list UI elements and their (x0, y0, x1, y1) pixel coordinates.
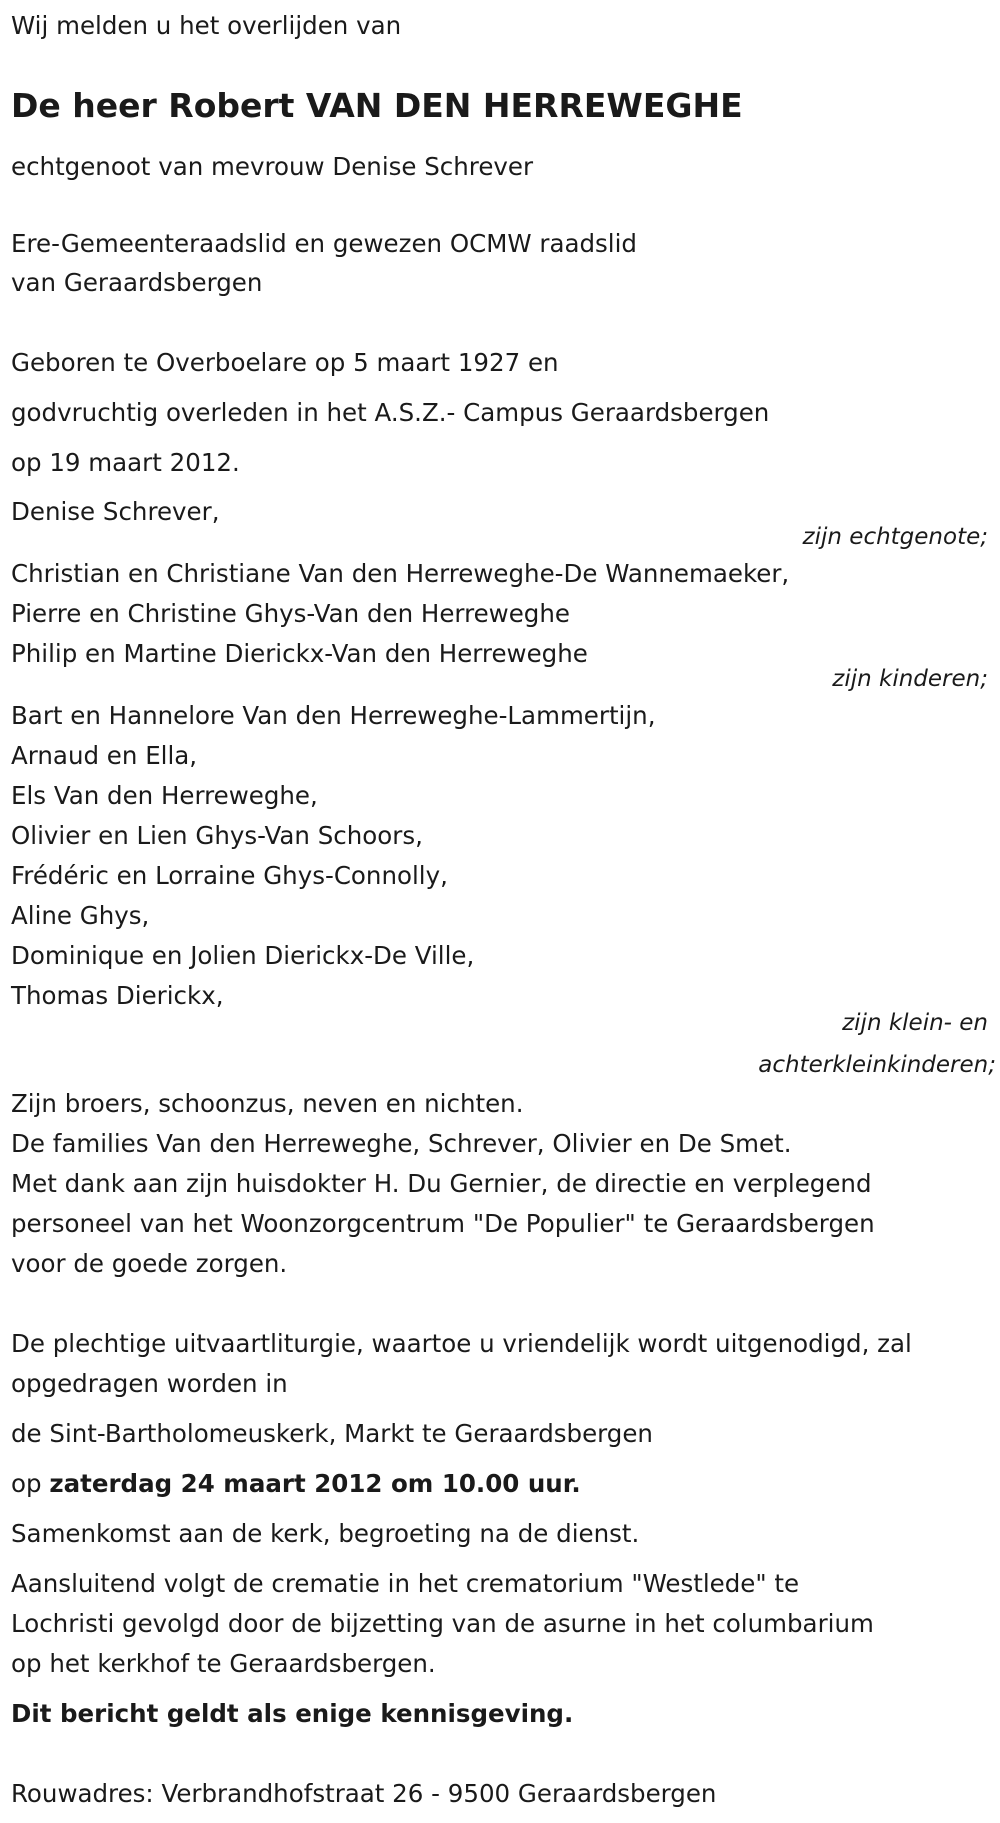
grandchild-line-5: Frédéric en Lorraine Ghys-Connolly, (11, 861, 448, 890)
address-line: Rouwadres: Verbrandhofstraat 26 - 9500 Geraardsbergen (11, 1779, 717, 1808)
cremation-line-1: Aansluitend volgt de crematie in het crematorium "Westlede" te (11, 1569, 800, 1598)
child-line-2: Pierre en Christine Ghys-Van den Herreweghe (11, 599, 570, 628)
invite-line-1: De plechtige uitvaartliturgie, waartoe u vriendelijk wordt uitgenodigd, zal (11, 1329, 912, 1358)
thanks-line-1: Met dank aan zijn huisdokter H. Du Gernier, de directie en verplegend (11, 1169, 872, 1198)
deceased-name: De heer Robert VAN DEN HERREWEGHE (11, 86, 743, 125)
death-line: godvruchtig overleden in het A.S.Z.- Campus Geraardsbergen (11, 398, 770, 427)
spouse-name: Denise Schrever, (11, 497, 220, 526)
date-prefix: op (11, 1469, 50, 1498)
thanks-line-3: voor de goede zorgen. (11, 1249, 288, 1278)
grandchild-line-1: Bart en Hannelore Van den Herreweghe-Lammertijn, (11, 701, 656, 730)
children-label: zijn kinderen; (832, 666, 988, 692)
church-line: de Sint-Bartholomeuskerk, Markt te Geraardsbergen (11, 1419, 653, 1448)
role-line-2: van Geraardsbergen (11, 268, 263, 297)
thanks-line-2: personeel van het Woonzorgcentrum "De Populier" te Geraardsbergen (11, 1209, 875, 1238)
role-line-1: Ere-Gemeenteraadslid en gewezen OCMW raadslid (11, 229, 637, 258)
relatives-line: Zijn broers, schoonzus, neven en nichten. (11, 1089, 524, 1118)
child-line-1: Christian en Christiane Van den Herreweghe-De Wannemaeker, (11, 559, 790, 588)
invite-line-2: opgedragen worden in (11, 1369, 288, 1398)
spouse-label: zijn echtgenote; (802, 524, 988, 550)
gathering-line: Samenkomst aan de kerk, begroeting na de dienst. (11, 1519, 640, 1548)
spouse-line: echtgenoot van mevrouw Denise Schrever (11, 152, 534, 181)
cremation-line-2: Lochristi gevolgd door de bijzetting van de asurne in het columbarium (11, 1609, 874, 1638)
grandchild-line-3: Els Van den Herreweghe, (11, 781, 318, 810)
intro-line: Wij melden u het overlijden van (11, 11, 402, 40)
families-line: De families Van den Herreweghe, Schrever, Olivier en De Smet. (11, 1129, 792, 1158)
grandchildren-label-2: achterkleinkinderen; (758, 1052, 996, 1078)
ceremony-date: zaterdag 24 maart 2012 om 10.00 uur. (49, 1469, 581, 1498)
grandchild-line-6: Aline Ghys, (11, 901, 150, 930)
grandchild-line-4: Olivier en Lien Ghys-Van Schoors, (11, 821, 423, 850)
cremation-line-3: op het kerkhof te Geraardsbergen. (11, 1649, 436, 1678)
child-line-3: Philip en Martine Dierickx-Van den Herreweghe (11, 639, 588, 668)
grandchild-line-7: Dominique en Jolien Dierickx-De Ville, (11, 941, 475, 970)
birth-line: Geboren te Overboelare op 5 maart 1927 en (11, 348, 559, 377)
grandchild-line-8: Thomas Dierickx, (11, 981, 224, 1010)
grandchild-line-2: Arnaud en Ella, (11, 741, 198, 770)
death-date: op 19 maart 2012. (11, 448, 240, 477)
grandchildren-label-1: zijn klein- en (842, 1010, 988, 1036)
ceremony-date-line (11, 1464, 581, 1503)
notice-only-line: Dit bericht geldt als enige kennisgeving. (11, 1699, 574, 1728)
